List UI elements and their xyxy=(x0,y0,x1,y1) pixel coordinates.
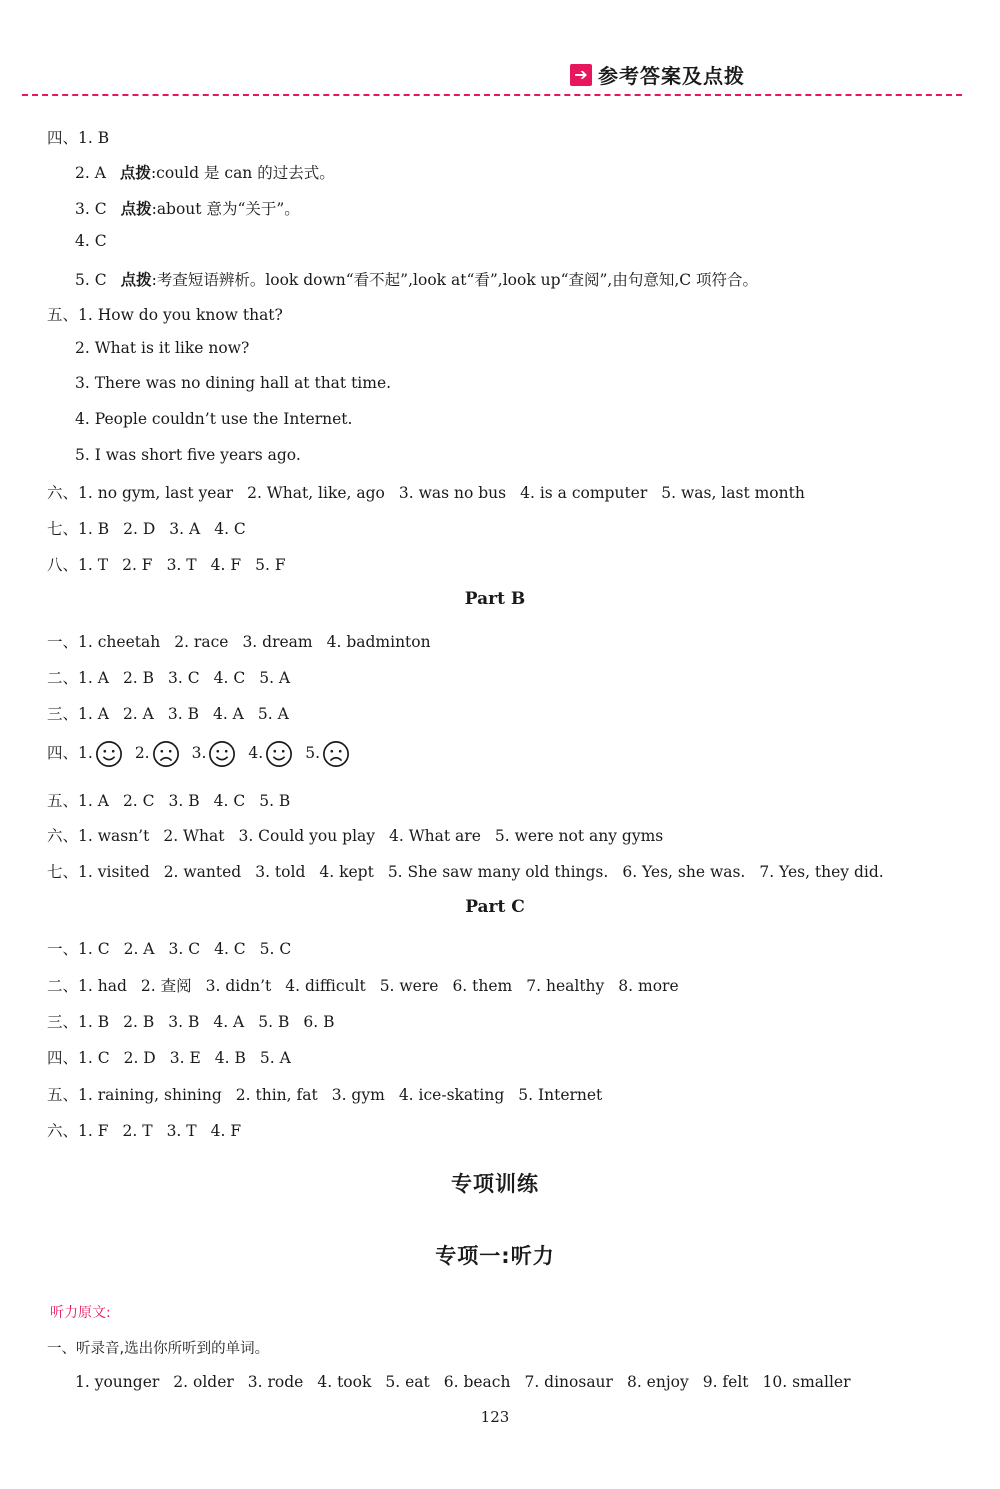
answer-line: 四、1. C 2. D 3. E 4. B 5. A xyxy=(47,1049,291,1067)
answer-line: 四、1. B xyxy=(47,129,110,147)
answer-line: 3. There was no dining hall at that time. xyxy=(75,374,392,392)
sad-face-icon xyxy=(152,740,180,768)
question-title: 一、听录音,选出你所听到的单词。 xyxy=(47,1341,270,1357)
answer-line: 二、1. A 2. B 3. C 4. C 5. A xyxy=(47,669,291,687)
header-divider xyxy=(22,94,962,96)
special-subtitle: 专项一:听力 xyxy=(435,1244,555,1268)
smiley-face-icon xyxy=(265,740,293,768)
smiley-face-icon xyxy=(95,740,123,768)
smiley-face-icon xyxy=(208,740,236,768)
answer-line: 三、1. B 2. B 3. B 4. A 5. B 6. B xyxy=(47,1013,335,1031)
answer-line: 5. C 点拨:考查短语辨析。look down“看不起”,look at“看”,look up“查阅”,由句意知,C 项符合。 xyxy=(75,271,759,289)
answer-line: 一、1. C 2. A 3. C 4. C 5. C xyxy=(47,940,292,958)
answer-line: 三、1. A 2. A 3. B 4. A 5. A xyxy=(47,705,289,723)
script-label: 听力原文: xyxy=(50,1305,111,1321)
page-header xyxy=(570,60,745,89)
section-title: Part C xyxy=(465,897,525,917)
answer-line: 七、1. B 2. D 3. A 4. C xyxy=(47,520,246,538)
sad-face-icon xyxy=(322,740,350,768)
answer-line: 2. A 点拨:could 是 can 的过去式。 xyxy=(75,164,335,182)
answer-line: 2. What is it like now? xyxy=(75,339,250,357)
answer-line: 一、1. cheetah 2. race 3. dream 4. badminton xyxy=(47,633,431,651)
page-number: 123 xyxy=(480,1408,510,1426)
tip-label: 点拨 xyxy=(120,271,152,289)
header-title: 参考答案及点拨 xyxy=(598,64,745,88)
answer-line: 四、1. 2. 3. 4. 5. xyxy=(47,740,362,768)
answer-line: 五、1. raining, shining 2. thin, fat 3. gym 4. ice-skating 5. Internet xyxy=(47,1086,603,1104)
answer-line: 3. C 点拨:about 意为“关于”。 xyxy=(75,200,300,218)
answer-line: 八、1. T 2. F 3. T 4. F 5. F xyxy=(47,556,286,574)
special-title: 专项训练 xyxy=(451,1172,539,1196)
answer-line: 二、1. had 2. 查阅 3. didn’t 4. difficult 5. were 6. them 7. healthy 8. more xyxy=(47,977,679,995)
tip-label: 点拨 xyxy=(120,200,152,218)
section-title: Part B xyxy=(464,589,526,609)
answer-line: 1. younger 2. older 3. rode 4. took 5. eat 6. beach 7. dinosaur 8. enjoy 9. felt 10. smaller xyxy=(75,1373,851,1391)
answer-line: 4. C xyxy=(75,232,107,250)
answer-line: 六、1. no gym, last year 2. What, like, ago 3. was no bus 4. is a computer 5. was, last month xyxy=(47,484,805,502)
answer-line: 六、1. F 2. T 3. T 4. F xyxy=(47,1122,242,1140)
answer-line: 五、1. How do you know that? xyxy=(47,306,283,324)
arrow-right-icon: ➔ xyxy=(570,64,592,86)
answer-line: 六、1. wasn’t 2. What 3. Could you play 4. What are 5. were not any gyms xyxy=(47,827,664,845)
answer-line: 七、1. visited 2. wanted 3. told 4. kept 5. She saw many old things. 6. Yes, she was. 7. Yes, they did. xyxy=(47,863,884,881)
answer-line: 五、1. A 2. C 3. B 4. C 5. B xyxy=(47,792,291,810)
answer-line: 5. I was short five years ago. xyxy=(75,446,301,464)
tip-label: 点拨 xyxy=(119,164,151,182)
answer-line: 4. People couldn’t use the Internet. xyxy=(75,410,353,428)
